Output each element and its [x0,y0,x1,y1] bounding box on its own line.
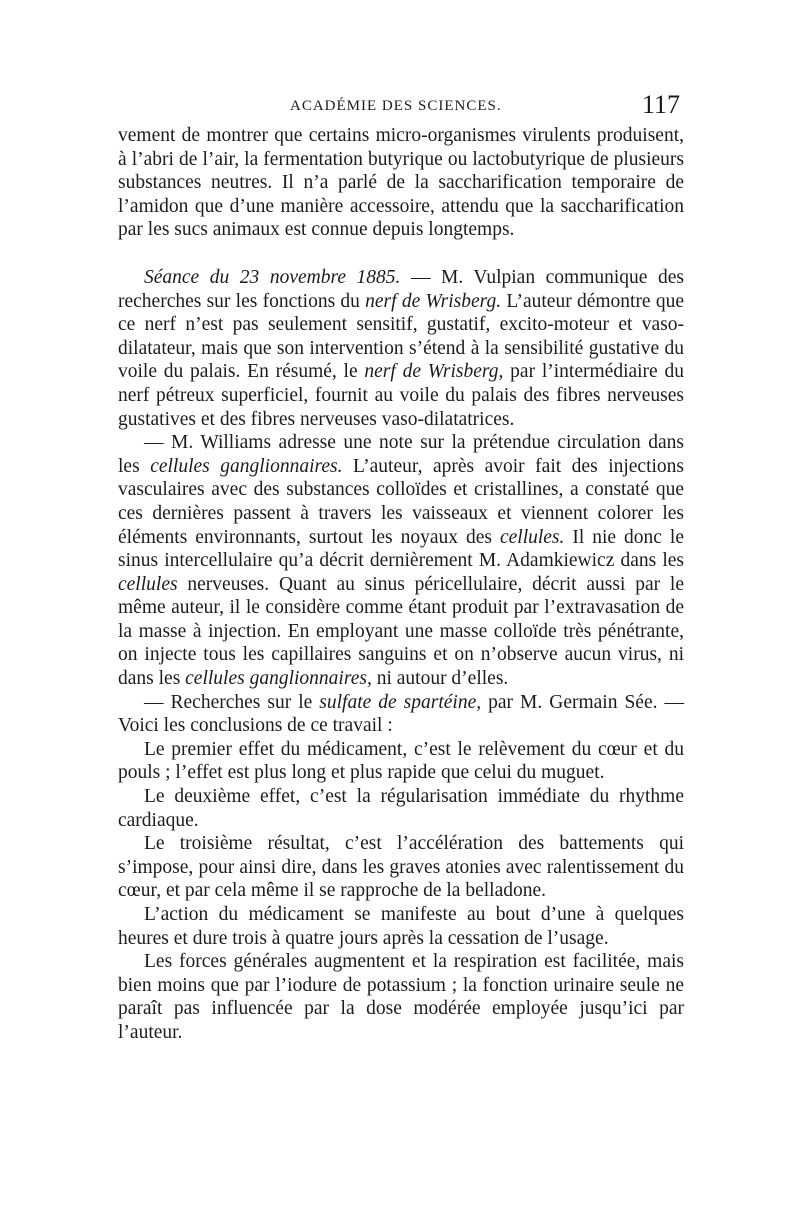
seance-date: Séance du 23 novembre 1885. [144,266,401,288]
conclusion-item: Le troisième résultat, c’est l’accélération des battements qui s’impose, pour ainsi dire, dans les graves atonies avec ralentissement du cœur, et par cela même il se rapproche de la belladone. [118,833,684,902]
page-number: 117 [641,90,680,119]
body-text [118,124,684,1045]
paragraph-williams: — M. Williams adresse une note sur la prétendue circulation dans les cellules ganglionnaires. L’auteur, après avoir fait des injections vasculaires avec des substances colloïdes et cristallines, a constaté que ces dernières passent à travers les vaisseaux et viennent colorer les éléments environnants, surtout les noyaux des cellules. Il nie donc le sinus intercellulaire qu’a décrit dernièrement M. Adamkiewicz dans les cellules nerveuses. Quant au sinus péricellulaire, décrit aussi par le même auteur, il le considère comme étant produit par l’extravasation de la masse à injection. En employant une masse colloïde très pénétrante, on injecte tous les capillaires sanguins et on n’observe aucun virus, ni dans les cellules ganglionnaires, ni autour d’elles. [118,432,685,690]
conclusion-item: Le deuxième effet, c’est la régularisation immédiate du rhythme cardiaque. [118,786,684,831]
conclusion-item: Le premier effet du médicament, c’est le relèvement du cœur et du pouls ; l’effet est plus long et plus rapide que celui du muguet. [118,738,684,784]
conclusion-item: L’action du médicament se manifeste au bout d’une à quelques heures et dure trois à quatre jours après la cessation de l’usage. [118,904,684,949]
paragraph-continued: vement de montrer que certains micro-organismes virulents produisent, à l’abri de l’air, la fermentation butyrique ou lactobutyrique de plusieurs substances neutres. Il n’a parlé de la saccharification temporaire de l’amidon que d’une manière accessoire, attendu que la saccharification par les sucs animaux est connue depuis longtemps. [118,125,684,241]
paragraph-spartein: — Recherches sur le sulfate de spartéine, par M. Germain Sée. — Voici les conclusions de ce travail : [118,691,684,737]
paragraph-seance: Séance du 23 novembre 1885. — M. Vulpian communique des recherches sur les fonctions du nerf de Wrisberg. L’auteur démontre que ce nerf n’est pas seulement sensitif, gustatif, excito-moteur et vaso-dilatateur, mais que son intervention s’étend à la sensibilité gustative du voile du palais. En résumé, le nerf de Wrisberg, par l’intermédiaire du nerf pétreux superficiel, fournit au voile du palais des fibres nerveuses gustatives et des fibres nerveuses vaso-dilatatrices. [118,266,684,430]
conclusion-item: Les forces générales augmentent et la respiration est facilitée, mais bien moins que par l’iodure de potassium ; la fonction urinaire seule ne paraît pas influencée par la dose modérée employée jusqu’ici par l’auteur. [118,951,684,1043]
running-header [118,92,680,122]
running-title: ACADÉMIE DES SCIENCES. [290,98,502,114]
section-gap [118,242,684,266]
